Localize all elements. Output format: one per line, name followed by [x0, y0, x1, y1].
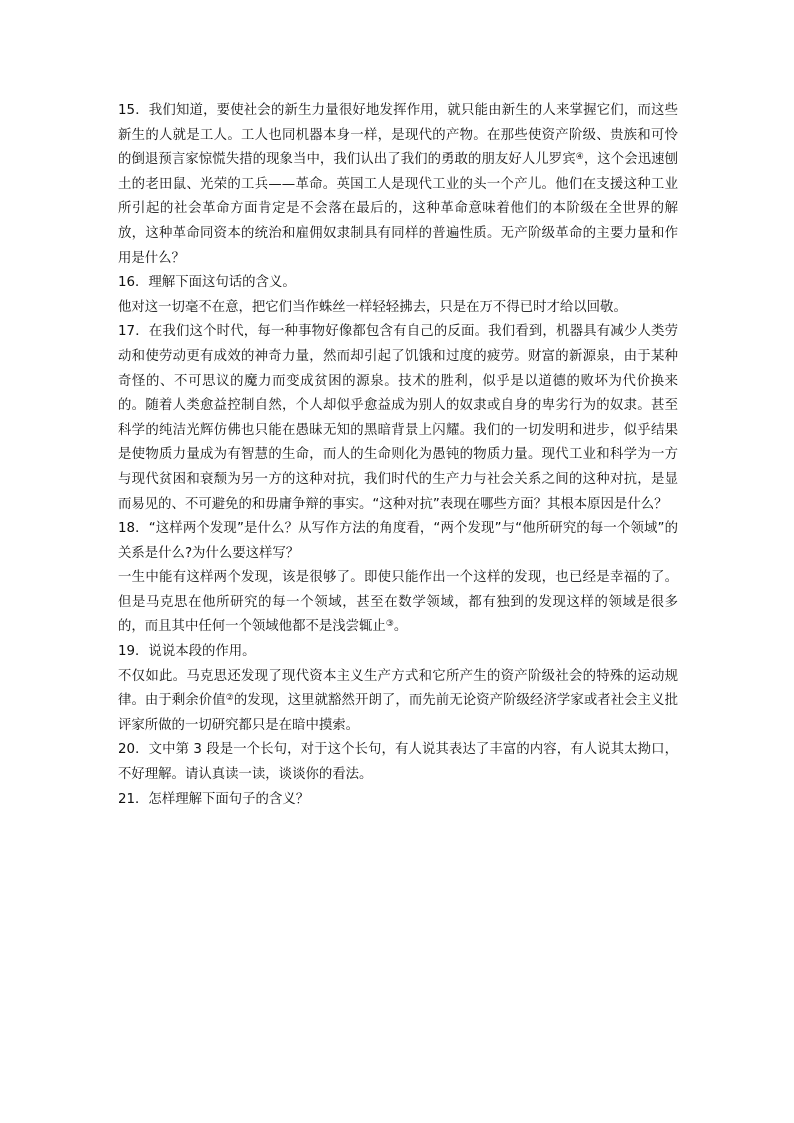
question-18-passage — [118, 566, 678, 640]
passage-text: 不仅如此。马克思还发现了现代资本主义生产方式和它所产生的资产阶级社会的特殊的运动规律。由于剩余价值 — [118, 668, 678, 709]
question-18: 18．“这样两个发现”是什么？从写作方法的角度看，“两个发现”与“他所研究的每一个领域”的关系是什么?为什么要这样写？ — [118, 521, 678, 561]
question-15-text-cont: ，这个会迅速刨土的老田鼠、光荣的工兵——革命。英国工人是现代工业的头一个产儿。他们在支援这种工业所引起的社会革命方面肯定是不会落在最后的，这种革命意味着他们的本阶级在全世界的解放，这种革命同资本的统治和雇佣奴隶制具有同样的普遍性质。无产阶级革命的主要力量和作用是什么？ — [118, 152, 679, 266]
footnote-marker: ④ — [575, 152, 584, 163]
passage-text: 一生中能有这样两个发现，该是很够了。即使只能作出一个这样的发现，也已经是幸福的了。但是马克思在他所研究的每一个领域，甚至在数学领域，都有独到的发现这样的领域是很多的，而且其中任何一个领域他都不是浅尝辄止 — [118, 570, 678, 635]
question-15-text: 15．我们知道，要使社会的新生力量很好地发挥作用，就只能由新生的人来掌握它们，而这些新生的人就是工人。工人也同机器本身一样，是现代的产物。在那些使资产阶级、贵族和可怜的倒退预言家惊慌失措的现象当中，我们认出了我们的勇敢的朋友好人儿罗宾 — [118, 103, 678, 168]
footnote-marker: ③ — [385, 619, 394, 630]
footnote-marker: ② — [225, 693, 234, 704]
question-20: 20．文中第 3 段是一个长句，对于这个长句，有人说其表达了丰富的内容，有人说其太拗口，不好理解。请认真读一读，谈谈你的看法。 — [118, 742, 678, 783]
question-17: 17．在我们这个时代，每一种事物好像都包含有自己的反面。我们看到，机器具有减少人类劳动和使劳动更有成效的神奇力量，然而却引起了饥饿和过度的疲劳。财富的新源泉，由于某种奇怪的、不可思议的魔力而变成贫困的源泉。技术的胜利，似乎是以道德的败坏为代价换来的。随着人类愈益控制自然，个人却似乎愈益成为别人的奴隶或自身的卑劣行为的奴隶。甚至科学的纯洁光辉仿佛也只能在愚昧无知的黑暗背景上闪耀。我们的一切发明和进步，似乎结果是使物质力量成为有智慧的生命，而人的生命则化为愚钝的物质力量。现代工业和科学为一方与现代贫困和衰颓为另一方的这种对抗，我们时代的生产力与社会关系之间的这种对抗，是显而易见的、不可避免的和毋庸争辩的事实。“这种对抗”表现在哪些方面？其根本原因是什么？ — [118, 324, 678, 512]
question-21: 21．怎样理解下面句子的含义？ — [118, 791, 310, 807]
passage-text-end: 的发现，这里就豁然开朗了，而先前无论资产阶级经济学家或者社会主义批评家所做的一切研究都只是在暗中摸索。 — [118, 693, 679, 733]
question-16-quote: 他对这一切毫不在意，把它们当作蛛丝一样轻轻拂去，只是在万不得已时才给以回敬。 — [118, 299, 627, 315]
question-19: 19．说说本段的作用。 — [118, 644, 256, 660]
question-19-passage — [118, 665, 678, 739]
question-15 — [118, 99, 678, 271]
document-page — [118, 99, 678, 812]
passage-text-end: 。 — [393, 619, 408, 635]
question-16: 16．理解下面这句话的含义。 — [118, 275, 296, 291]
